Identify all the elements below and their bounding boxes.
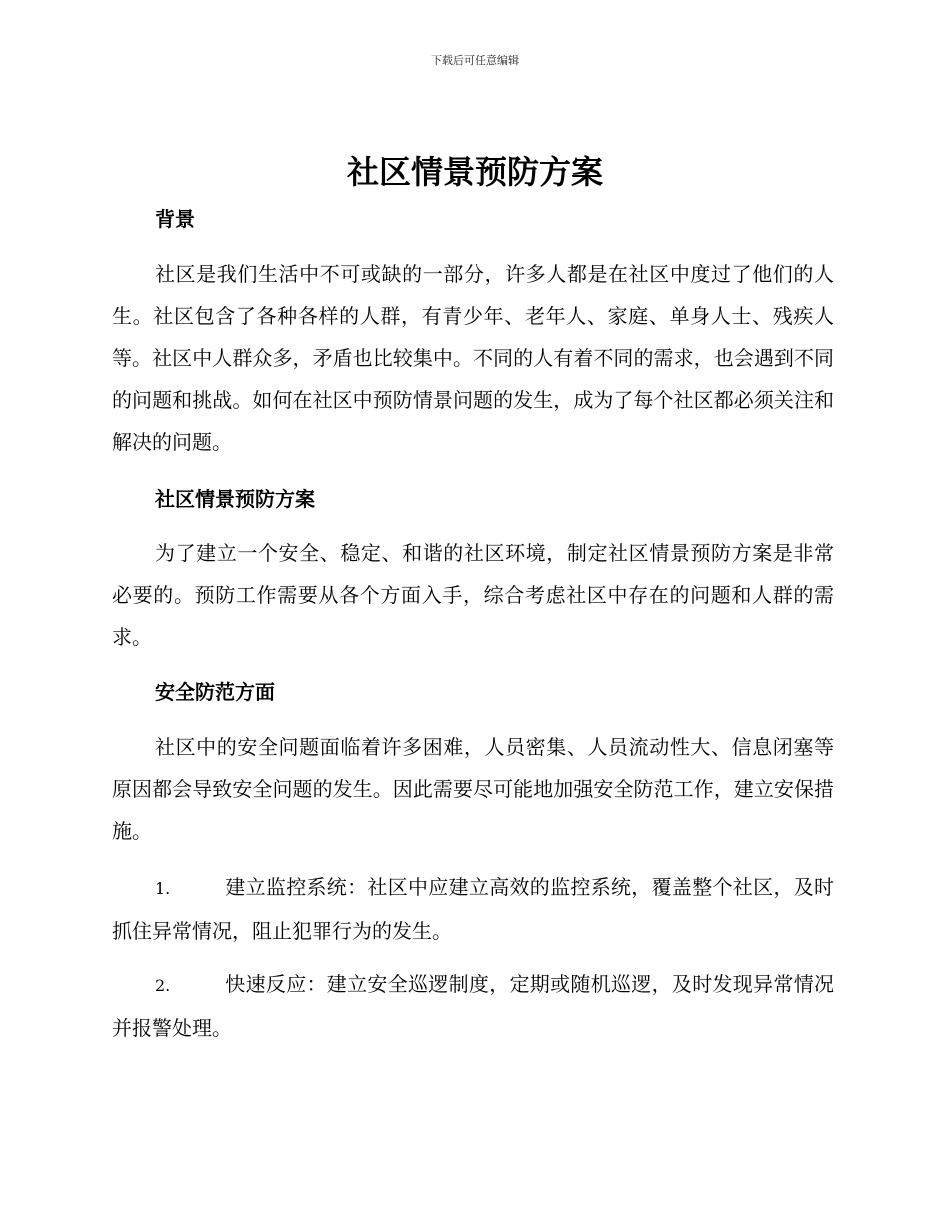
section-paragraph-plan: 为了建立一个安全、稳定、和谐的社区环境，制定社区情景预防方案是非常必要的。预防工作需要从各个方面入手，综合考虑社区中存在的问题和人群的需求。: [112, 541, 834, 649]
section-heading-background: 背景: [155, 207, 195, 231]
section-paragraph-safety: 社区中的安全问题面临着许多困难，人员密集、人员流动性大、信息闭塞等原因都会导致安全问题的发生。因此需要尽可能地加强安全防范工作，建立安保措施。: [112, 735, 834, 843]
list-item: [112, 963, 834, 1049]
section-heading-safety: 安全防范方面: [155, 680, 275, 704]
list-item-number: 1.: [155, 879, 171, 898]
page-header: 下载后可任意编辑: [431, 54, 519, 67]
document-title: 社区情景预防方案: [346, 153, 603, 191]
list-item-text: 快速反应：建立安全巡逻制度，定期或随机巡逻，及时发现异常情况并报警处理。: [112, 972, 834, 1040]
section-heading-plan: 社区情景预防方案: [155, 487, 315, 511]
list-item-number: 2.: [155, 976, 171, 995]
section-paragraph-background: 社区是我们生活中不可或缺的一部分，许多人都是在社区中度过了他们的人生。社区包含了各种各样的人群，有青少年、老年人、家庭、单身人士、残疾人等。社区中人群众多，矛盾也比较集中。不同的人有着不同的需求，也会遇到不同的问题和挑战。如何在社区中预防情景问题的发生，成为了每个社区都必须关注和解决的问题。: [112, 262, 834, 454]
list-item: [112, 866, 834, 952]
list-item-text: 建立监控系统：社区中应建立高效的监控系统，覆盖整个社区，及时抓住异常情况，阻止犯罪行为的发生。: [112, 875, 834, 943]
